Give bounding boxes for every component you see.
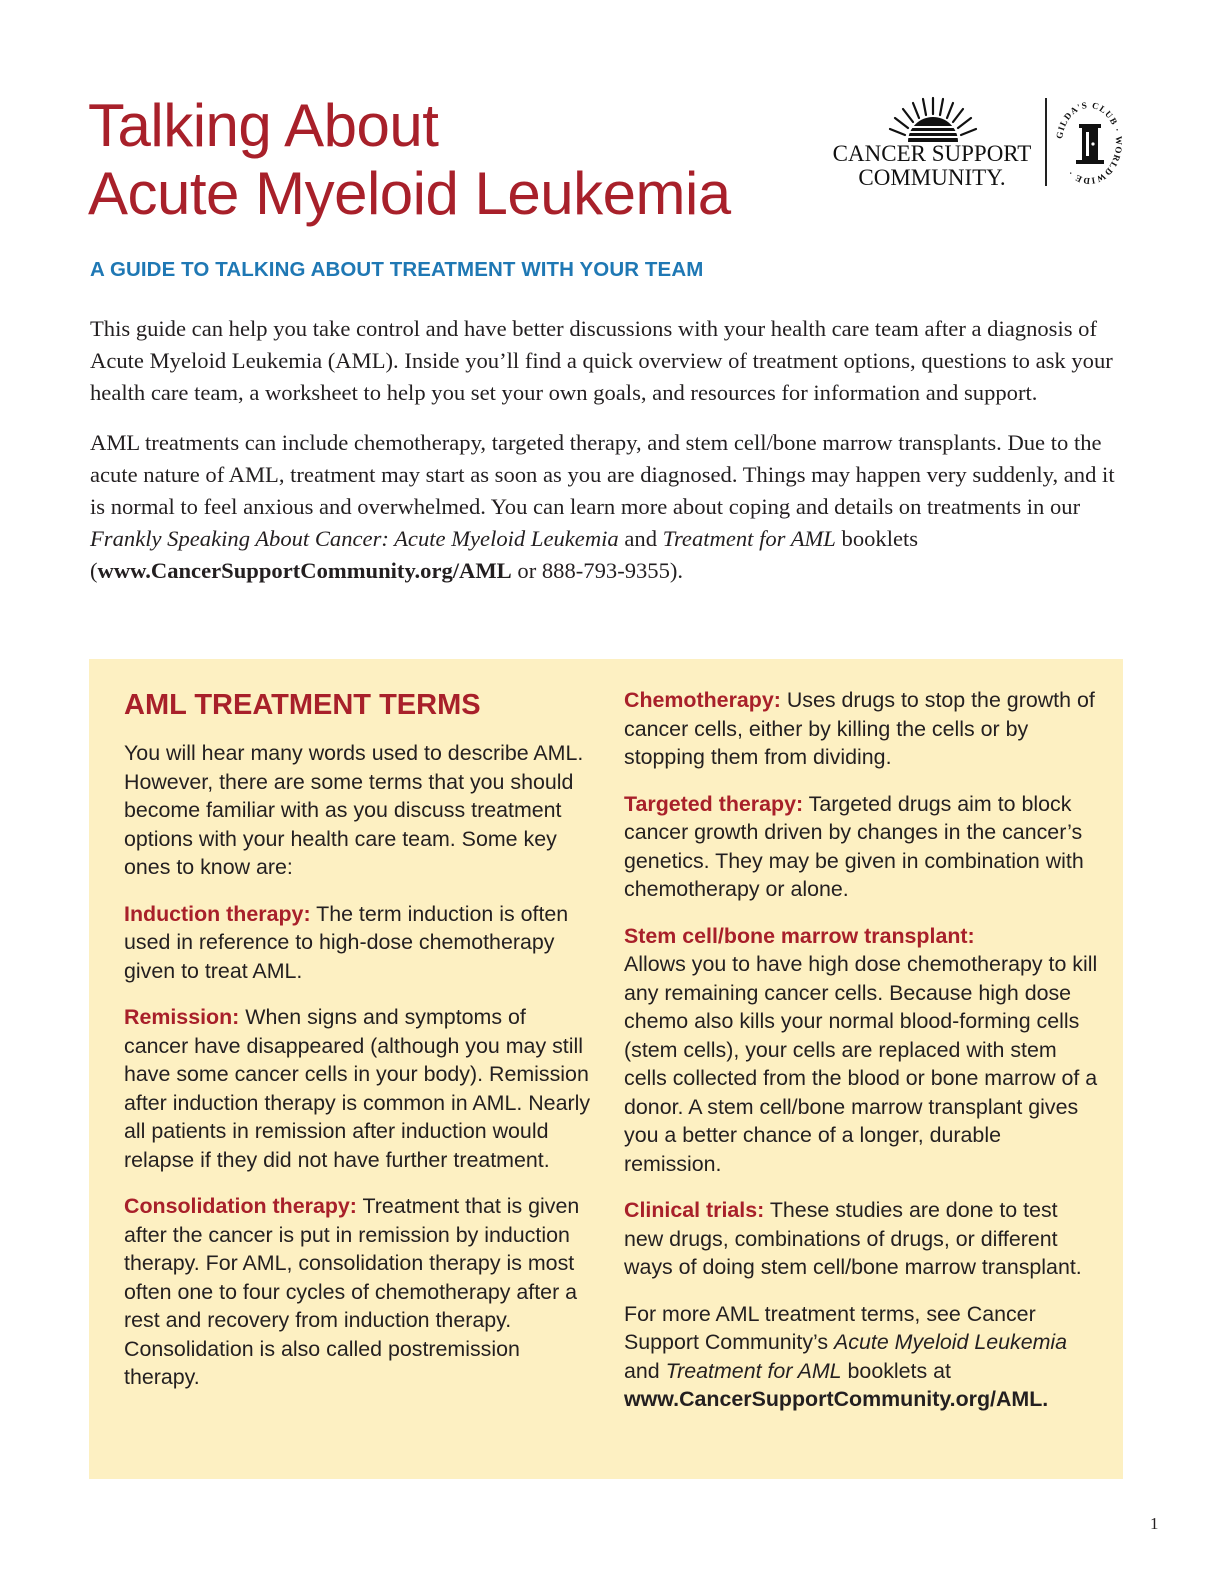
title-line-1: Talking About: [88, 92, 439, 159]
term-label: Clinical trials:: [624, 1198, 765, 1222]
term-definition: Allows you to have high dose chemotherapy to kill any remaining cancer cells. Because high dose chemo also kills your normal blood-forming cells (stem cells), your cells are replaced with stem cells collected from the blood or bone marrow of a donor. A stem cell/bone marrow transplant gives you a better chance of a longer, durable remission.: [624, 952, 1098, 1176]
intro-text: or 888-793-9355).: [511, 558, 684, 583]
intro-text: AML treatments can include chemotherapy, targeted therapy, and stem cell/bone marrow transplants. Due to the acute nature of AML, treatment may start as soon as you are diagnosed. Things may happen very suddenly, and it is normal to feel anxious and overwhelmed. You can learn more about coping and details on treatments in our: [90, 430, 1115, 519]
term-definition: When signs and symptoms of cancer have disappeared (although you may still have some cancer cells in your body). Remission after induction therapy is common in AML. Nearly all patients in remission after induction would relapse if they did not have further treatment.: [124, 1005, 591, 1172]
note-text: For more AML treatment terms, see Cancer Support Community’s: [624, 1301, 1036, 1354]
intro-text: and: [618, 526, 663, 551]
term-definition: The term induction is often used in reference to high-dose chemotherapy given to treat AML.: [124, 901, 569, 983]
intro-paragraph-1: This guide can help you take control and have better discussions with your health care team after a diagnosis of Acute Myeloid Leukemia (AML). Inside you’ll find a quick overview of treatment options, questions to ask your health care team, a worksheet to help you set your own goals, and resources for information and support.: [90, 316, 1113, 405]
guide-subtitle: A GUIDE TO TALKING ABOUT TREATMENT WITH YOUR TEAM: [90, 258, 704, 281]
logo-wordmark: [826, 142, 1038, 190]
term-definition: Uses drugs to stop the growth of cancer cells, either by killing the cells or by stopping them from dividing.: [624, 688, 1095, 769]
page-number: 1: [1150, 1514, 1159, 1533]
svg-text:GILDA'S CLUB · WORLDWIDE ·: GILDA'S CLUB · WORLDWIDE ·: [1054, 100, 1125, 186]
book-title-aml: Acute Myeloid Leukemia: [834, 1330, 1068, 1354]
term-definition: Treatment that is given after the cancer is put in remission by induction therapy. For AML, consolidation therapy is most often one to four cycles of chemotherapy after a rest and recovery from induction therapy. Consolidation is also called postremission therapy.: [124, 1194, 580, 1389]
book-title-treatment-for-aml: Treatment for AML: [665, 1358, 842, 1383]
term-label: Targeted therapy:: [624, 791, 804, 816]
term-definition: These studies are done to test new drugs, combinations of drugs, or different ways of doing stem cell/bone marrow transplant.: [624, 1198, 1082, 1279]
website-link[interactable]: www.CancerSupportCommunity.org/AML: [97, 558, 512, 583]
term-label: Consolidation therapy:: [124, 1194, 357, 1218]
term-chemotherapy: [624, 686, 1099, 772]
sunburst-icon: [888, 96, 978, 142]
term-induction-therapy: [124, 900, 594, 986]
terms-column-left: [124, 687, 594, 1410]
term-stem-cell-transplant: [624, 922, 1099, 1179]
more-terms-note: [624, 1300, 1099, 1414]
intro-text: booklets (: [90, 526, 919, 583]
term-label: Chemotherapy:: [624, 688, 781, 712]
term-clinical-trials: [624, 1196, 1099, 1282]
intro-paragraph-2: [90, 427, 1130, 587]
logo-line-2: COMMUNITY.: [858, 165, 1006, 190]
website-link[interactable]: www.CancerSupportCommunity.org/AML.: [624, 1387, 1049, 1411]
logo-divider: [1045, 98, 1047, 186]
book-title-frankly-speaking: Frankly Speaking About Cancer: Acute Myeloid Leukemia: [90, 526, 619, 551]
term-label: Stem cell/bone marrow transplant:: [624, 923, 975, 948]
terms-heading: AML TREATMENT TERMS: [124, 689, 481, 721]
note-text: and: [624, 1358, 666, 1383]
page-title: [88, 92, 731, 228]
gildas-club-seal-icon: [1052, 100, 1126, 186]
note-text: booklets at: [841, 1358, 951, 1383]
term-targeted-therapy: [624, 790, 1099, 904]
intro-section: [90, 313, 1130, 605]
title-line-2: Acute Myeloid Leukemia: [88, 160, 731, 227]
book-title-treatment-for-aml: Treatment for AML: [662, 526, 836, 551]
term-definition: Targeted drugs aim to block cancer growth driven by changes in the cancer’s genetics. They may be given in combination with chemotherapy or alone.: [624, 791, 1084, 901]
term-label: Remission:: [124, 1005, 240, 1029]
term-label: Induction therapy:: [124, 901, 311, 926]
terms-intro: You will hear many words used to describe AML. However, there are some terms that you should become familiar with as you discuss treatment options with your health care team. Some key ones to know are:: [124, 741, 584, 879]
term-consolidation-therapy: [124, 1192, 594, 1392]
term-remission: [124, 1003, 594, 1174]
terms-column-right: [624, 686, 1099, 1432]
logo-line-1: CANCER SUPPORT: [832, 141, 1032, 166]
